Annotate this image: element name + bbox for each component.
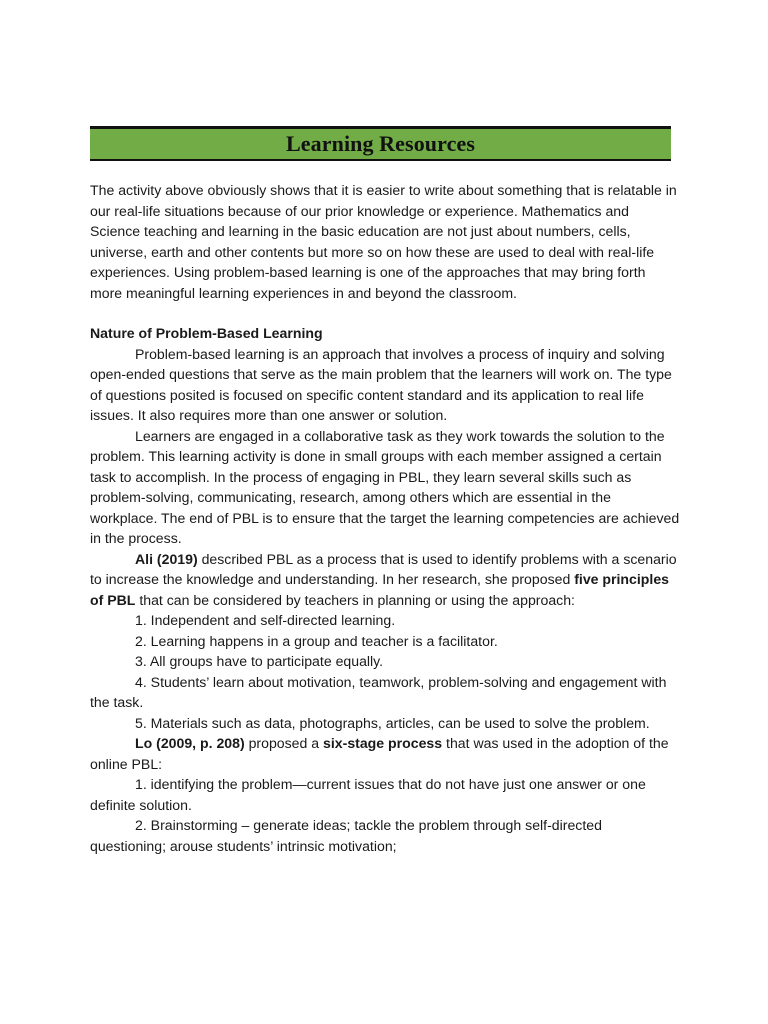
stage-item: 1. identifying the problem—current issues that do not have just one answer or one definite solution. bbox=[90, 776, 646, 813]
principle-item: 1. Independent and self-directed learning. bbox=[135, 612, 396, 628]
ali-citation: Ali (2019) bbox=[135, 550, 198, 567]
five-principles-term: five principles of PBL bbox=[90, 571, 669, 608]
principle-item: 3. All groups have to participate equally. bbox=[135, 653, 384, 669]
section-banner bbox=[90, 126, 671, 161]
ali-paragraph: Ali (2019) described PBL as a process that is used to identify problems with a scenario to increase the knowledge and understanding. In her research, she proposed five principles of PBL that can be considered by teachers in planning or using the approach: bbox=[90, 550, 677, 608]
lo-citation: Lo (2009, p. 208) bbox=[135, 735, 245, 751]
six-stage-term: six-stage process bbox=[323, 735, 443, 751]
stage-item: 2. Brainstorming – generate ideas; tackle the problem through self-directed questioning; arouse students’ intrinsic motivation; bbox=[90, 817, 602, 854]
section-heading: Nature of Problem-Based Learning bbox=[90, 325, 323, 341]
pbl-paragraph-1: Problem-based learning is an approach that involves a process of inquiry and solving open-ended questions that serve as the main problem that the learners will work on. The type of questions posited is focused on specific content standard and its application to real life issues. It also requires more than one answer or solution. bbox=[90, 345, 672, 423]
principle-item: 5. Materials such as data, photographs, articles, can be used to solve the problem. bbox=[135, 714, 650, 731]
banner-title: Learning Resources bbox=[286, 131, 475, 156]
intro-paragraph: The activity above obviously shows that it is easier to write about something that is relatable in our real-life situations because of our prior knowledge or experience. Mathematics and Science teaching and learning in the basic education are not just about numbers, cells, universe, earth and other contents but more so on how these are used to deal with real-life experiences. Using problem-based learning is one of the approaches that may bring forth more meaningful learning experiences in and beyond the classroom. bbox=[90, 182, 677, 301]
document-body bbox=[90, 180, 680, 856]
principle-item: 2. Learning happens in a group and teacher is a facilitator. bbox=[135, 632, 498, 649]
lo-paragraph: Lo (2009, p. 208) proposed a six-stage process that was used in the adoption of the online PBL: bbox=[90, 735, 669, 772]
principle-item: 4. Students’ learn about motivation, teamwork, problem-solving and engagement with the task. bbox=[90, 673, 667, 710]
pbl-paragraph-2: Learners are engaged in a collaborative task as they work towards the solution to the problem. This learning activity is done in small groups with each member assigned a certain task to accomplish. In the process of engaging in PBL, they learn several skills such as problem-solving, communicating, research, among others which are essential in the workplace. The end of PBL is to ensure that the target the learning competencies are achieved in the process. bbox=[90, 427, 680, 546]
